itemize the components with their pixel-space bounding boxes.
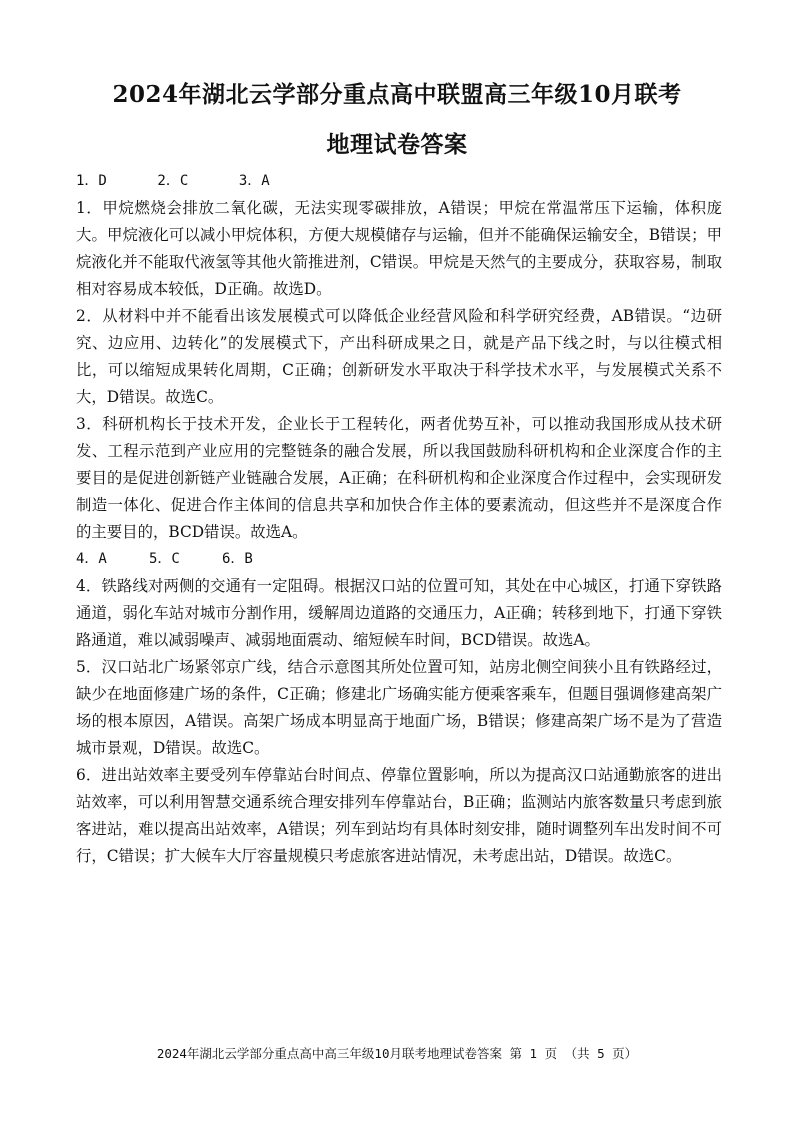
page-subtitle: 地理试卷答案 — [326, 131, 468, 158]
answer-key-4-6: 4．A 5．C 6．B — [76, 551, 253, 567]
page-title: 2024年湖北云学部分重点高中联盟高三年级10月联考 — [112, 81, 682, 108]
explanation-6: 6．进出站效率主要受列车停靠站台时间点、停靠位置影响，所以为提高汉口站通勤旅客的进出站效率，可以利用智慧交通系统合理安排列车停靠站台，B正确；监测站内旅客数量只考虑到旅客进站，难以提高出站效率，A错误；列车到站均有具体时刻安排，随时调整列车出发时间不可行，C错误；扩大候车大厅容量规模只考虑旅客进站情况，未考虑出站，D错误。故选C。 — [76, 766, 722, 865]
explanation-5: 5．汉口站北广场紧邻京广线，结合示意图其所处位置可知，站房北侧空间狭小且有铁路经过，缺少在地面修建广场的条件，C正确；修建北广场确实能方便乘客乘车，但题目强调修建高架广场的根本原因，A错误。高架广场成本明显高于地面广场，B错误；修建高架广场不是为了营造城市景观，D错误。故选C。 — [76, 658, 722, 757]
page-footer: 2024年湖北云学部分重点高中高三年级10月联考地理试卷答案 第 1 页 （共 5 页） — [156, 1046, 638, 1061]
explanation-3: 3．科研机构长于技术开发，企业长于工程转化，两者优势互补，可以推动我国形成从技术研发、工程示范到产业应用的完整链条的融合发展，所以我国鼓励科研机构和企业深度合作的主要目的是促进创新链产业链融合发展，A正确；在科研机构和企业深度合作过程中，会实现研发制造一体化、促进合作主体间的信息共享和加快合作主体的要素流动，但这些并不是深度合作的主要目的，BCD错误。故选A。 — [76, 415, 722, 541]
explanation-1: 1．甲烷燃烧会排放二氧化碳，无法实现零碳排放，A错误；甲烷在常温常压下运输，体积庞大。甲烷液化可以减小甲烷体积，方便大规模储存与运输，但并不能确保运输安全，B错误；甲烷液化并不能取代液氢等其他火箭推进剂，C错误。甲烷是天然气的主要成分，获取容易，制取相对容易成本较低，D正确。故选D。 — [76, 199, 722, 298]
explanation-2: 2．从材料中并不能看出该发展模式可以降低企业经营风险和科学研究经费，AB错误。“边研究、边应用、边转化”的发展模式下，产出科研成果之日，就是产品下线之时，与以往模式相比，可以缩短成果转化周期，C正确；创新研发水平取决于科学技术水平，与发展模式关系不大，D错误。故选C。 — [76, 307, 722, 406]
explanation-4: 4．铁路线对两侧的交通有一定阻碍。根据汉口站的位置可知，其处在中心城区，打通下穿铁路通道，弱化车站对城市分割作用，缓解周边道路的交通压力，A正确；转移到地下，打通下穿铁路通道，难以减弱噪声、减弱地面震动、缩短候车时间，BCD错误。故选A。 — [76, 577, 722, 649]
answer-key-1-3: 1．D 2．C 3．A — [76, 173, 270, 189]
answer-content — [76, 168, 722, 870]
